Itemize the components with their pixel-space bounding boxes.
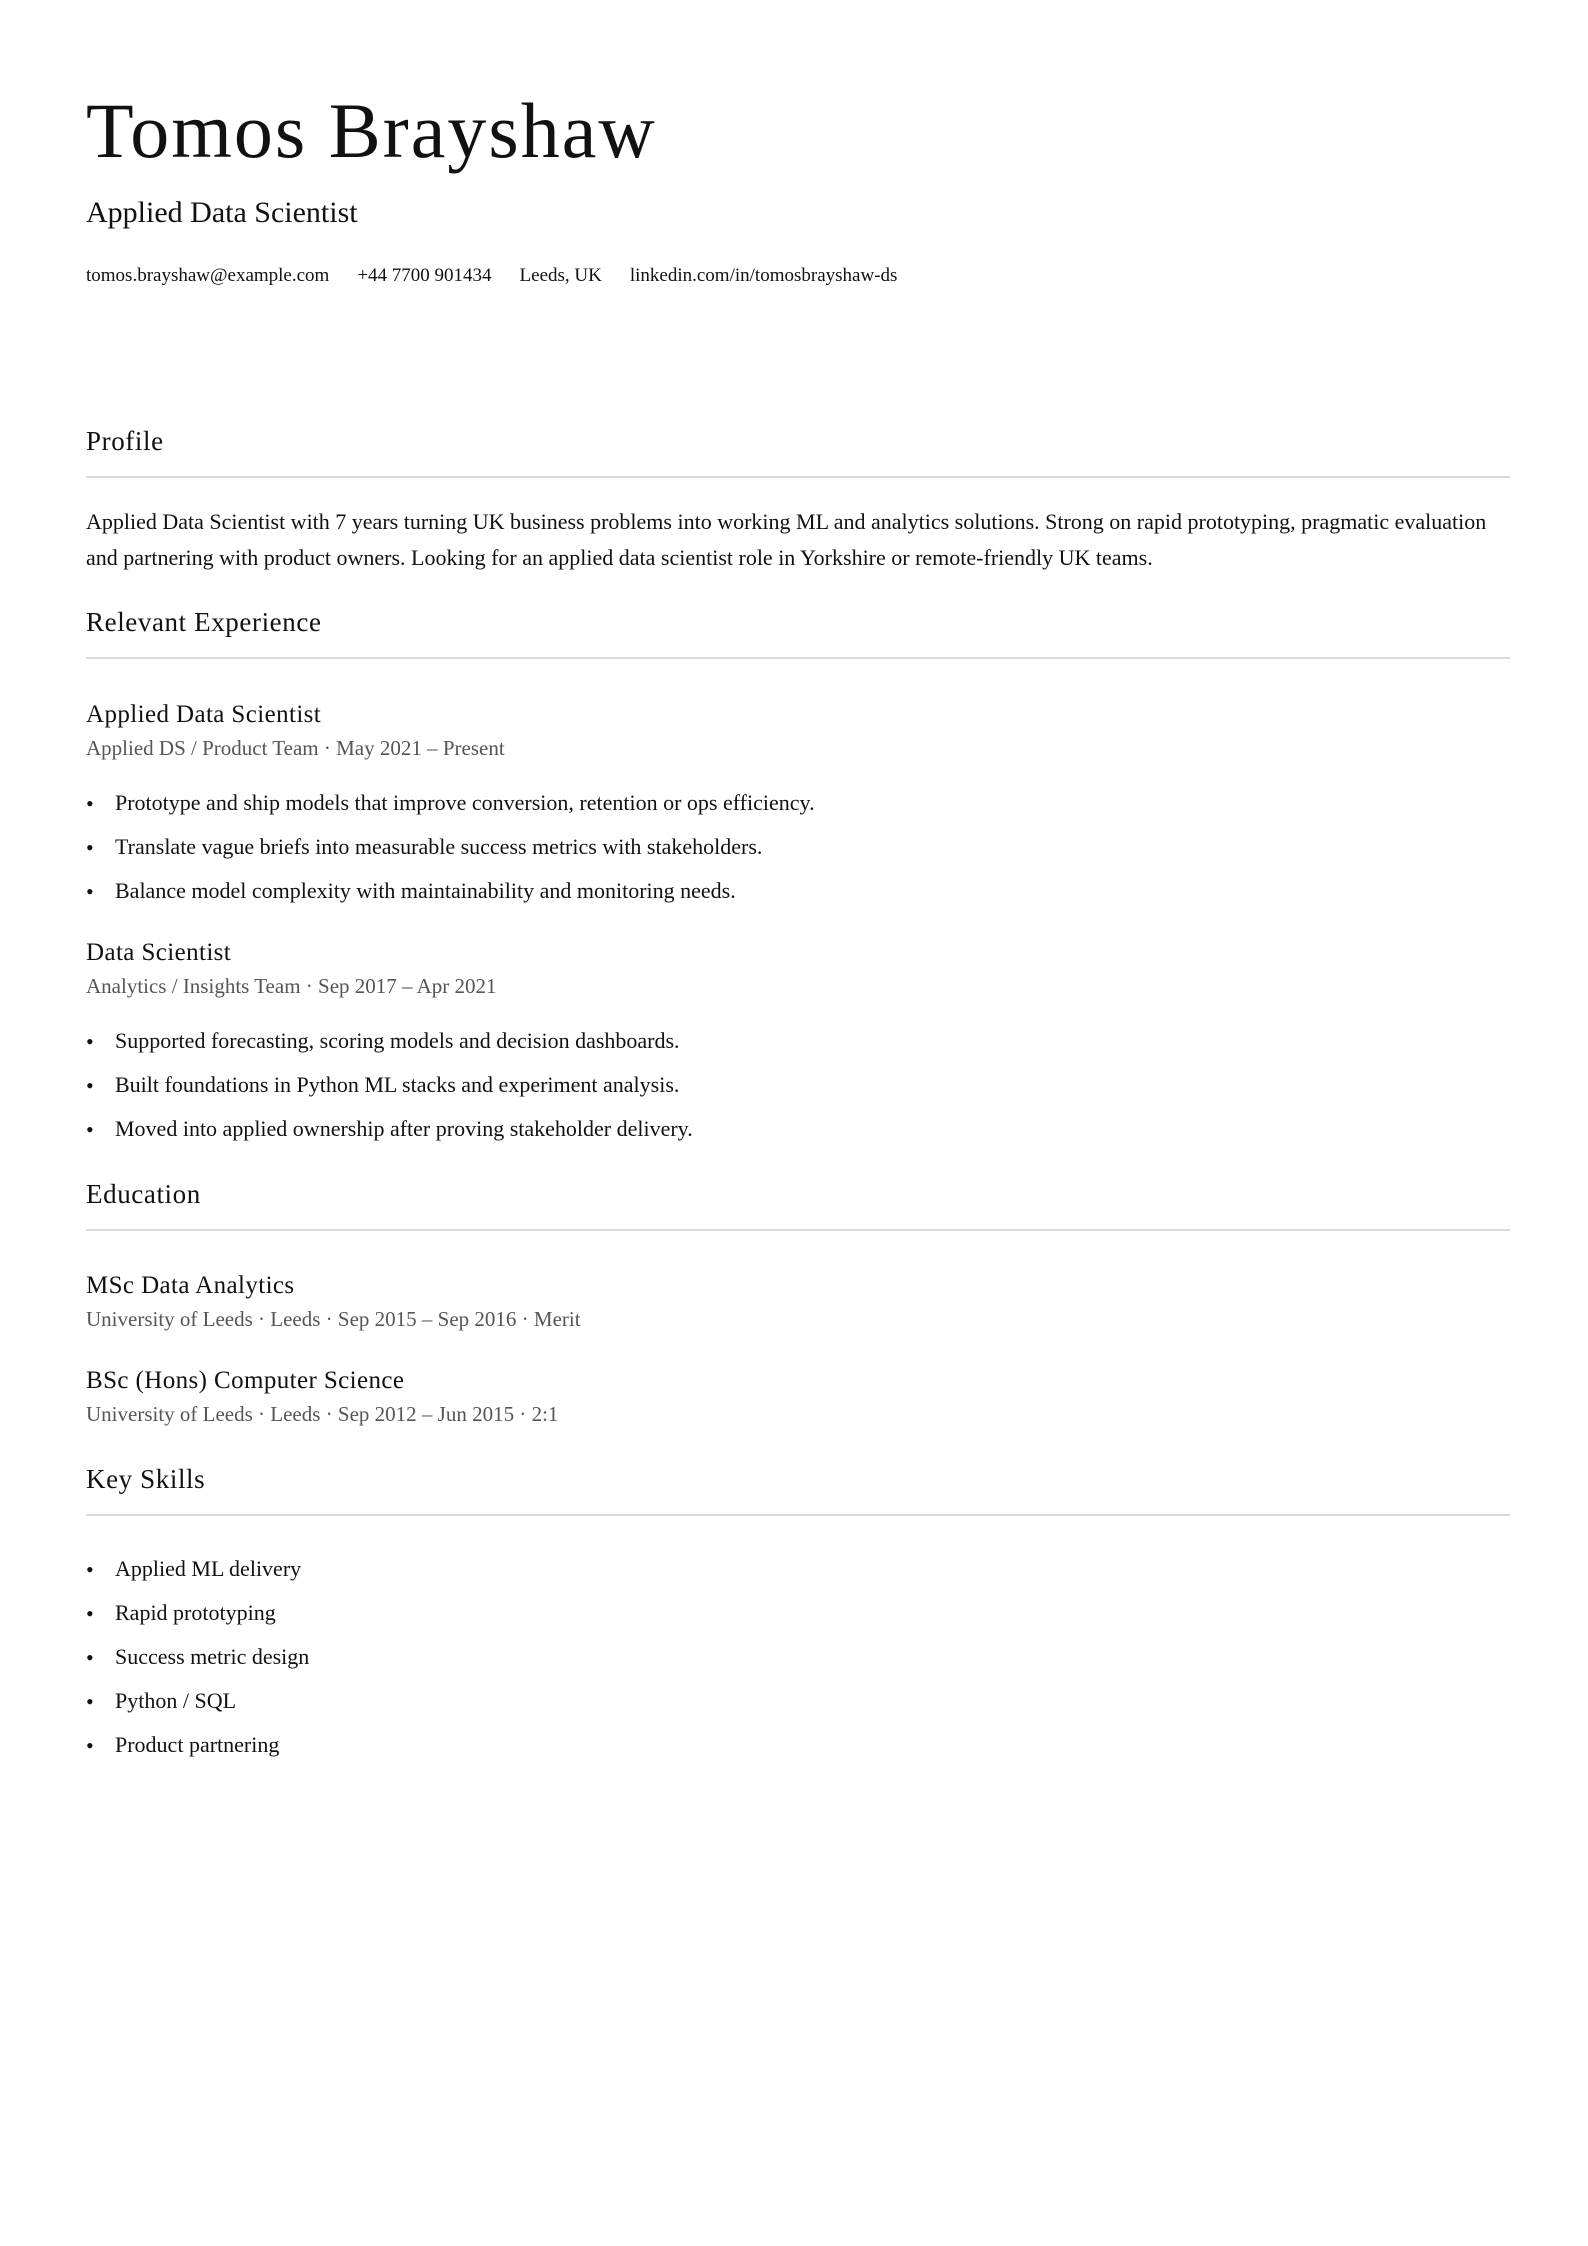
contact-phone: +44 7700 901434 bbox=[357, 265, 492, 286]
contact-email: tomos.brayshaw@example.com bbox=[86, 265, 330, 286]
list-item bbox=[86, 836, 815, 880]
skill-text: Applied ML delivery bbox=[115, 1556, 302, 1581]
list-item bbox=[86, 1558, 309, 1602]
job-meta: Analytics / Insights Team · Sep 2017 – Apr 2021 bbox=[86, 974, 497, 998]
job-bullets bbox=[86, 1030, 693, 1162]
bullet-icon: • bbox=[86, 1733, 94, 1758]
list-item bbox=[86, 880, 815, 924]
contact-linkedin: linkedin.com/in/tomosbrayshaw-ds bbox=[629, 265, 898, 286]
section-title-education: Education bbox=[86, 1179, 201, 1209]
education-degree: BSc (Hons) Computer Science bbox=[86, 1367, 405, 1394]
section-title-experience: Relevant Experience bbox=[86, 607, 322, 637]
bullet-text: Moved into applied ownership after proving stakeholder delivery. bbox=[115, 1116, 693, 1141]
candidate-headline: Applied Data Scientist bbox=[86, 196, 358, 229]
bullet-icon: • bbox=[86, 835, 94, 860]
skill-text: Success metric design bbox=[115, 1644, 310, 1669]
list-item bbox=[86, 792, 815, 836]
bullet-icon: • bbox=[86, 1117, 94, 1142]
section-divider bbox=[86, 657, 1510, 659]
bullet-text: Translate vague briefs into measurable success metrics with stakeholders. bbox=[115, 834, 763, 859]
candidate-name: Tomos Brayshaw bbox=[86, 87, 657, 174]
skill-text: Rapid prototyping bbox=[115, 1600, 276, 1625]
list-item bbox=[86, 1602, 309, 1646]
skill-text: Python / SQL bbox=[115, 1688, 237, 1713]
contact-location: Leeds, UK bbox=[519, 265, 602, 286]
section-title-profile: Profile bbox=[86, 426, 164, 456]
education-degree: MSc Data Analytics bbox=[86, 1272, 295, 1299]
list-item bbox=[86, 1118, 693, 1162]
bullet-icon: • bbox=[86, 1557, 94, 1582]
job-bullets bbox=[86, 792, 815, 924]
bullet-text: Built foundations in Python ML stacks and experiment analysis. bbox=[115, 1072, 680, 1097]
education-meta: University of Leeds · Leeds · Sep 2015 – Sep 2016 · Merit bbox=[86, 1307, 581, 1331]
bullet-icon: • bbox=[86, 1689, 94, 1714]
section-divider bbox=[86, 1514, 1510, 1516]
list-item bbox=[86, 1690, 309, 1734]
job-meta: Applied DS / Product Team · May 2021 – Present bbox=[86, 736, 505, 760]
section-divider bbox=[86, 1229, 1510, 1231]
list-item bbox=[86, 1734, 309, 1778]
education-meta: University of Leeds · Leeds · Sep 2012 – Jun 2015 · 2:1 bbox=[86, 1402, 559, 1426]
job-title: Applied Data Scientist bbox=[86, 701, 322, 728]
list-item bbox=[86, 1646, 309, 1690]
bullet-icon: • bbox=[86, 1645, 94, 1670]
bullet-icon: • bbox=[86, 1073, 94, 1098]
skill-text: Product partnering bbox=[115, 1732, 280, 1757]
bullet-text: Balance model complexity with maintainability and monitoring needs. bbox=[115, 878, 736, 903]
bullet-icon: • bbox=[86, 791, 94, 816]
bullet-text: Supported forecasting, scoring models and decision dashboards. bbox=[115, 1028, 680, 1053]
bullet-icon: • bbox=[86, 1029, 94, 1054]
skills-list bbox=[86, 1558, 309, 1778]
bullet-text: Prototype and ship models that improve conversion, retention or ops efficiency. bbox=[115, 790, 815, 815]
profile-summary: Applied Data Scientist with 7 years turning UK business problems into working ML and analytics solutions. Strong on rapid prototyping, pragmatic evaluation and partnering with product owners. Looking for an applied data scientist role in Yorkshire or remote-friendly UK teams. bbox=[86, 509, 1487, 570]
bullet-icon: • bbox=[86, 879, 94, 904]
contact-line bbox=[86, 266, 925, 285]
list-item bbox=[86, 1074, 693, 1118]
list-item bbox=[86, 1030, 693, 1074]
bullet-icon: • bbox=[86, 1601, 94, 1626]
section-divider bbox=[86, 476, 1510, 478]
job-title: Data Scientist bbox=[86, 939, 232, 966]
section-title-skills: Key Skills bbox=[86, 1464, 206, 1494]
